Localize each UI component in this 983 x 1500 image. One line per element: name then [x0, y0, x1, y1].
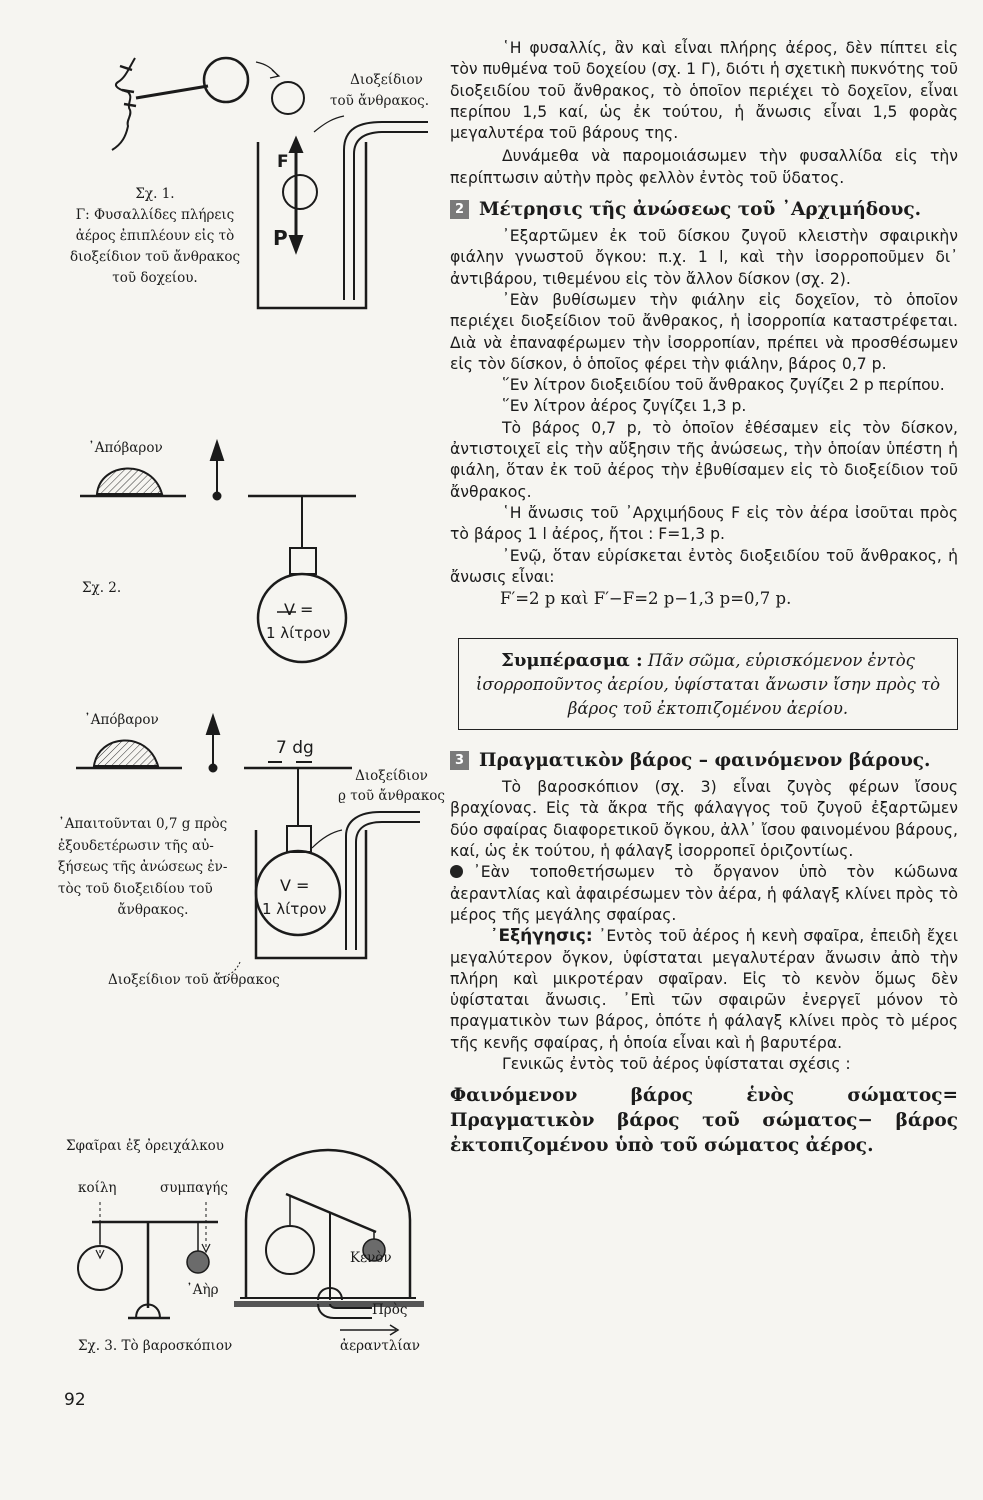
section-number-badge: 2: [450, 200, 469, 219]
force-f-label: F: [277, 152, 289, 172]
co2-tube: [344, 122, 428, 300]
section-2-title: Μέτρησις τῆς ἀνώσεως τοῦ ᾿Αρχιμήδους.: [479, 199, 922, 221]
solid-sphere: [187, 1251, 209, 1273]
falling-bubble: [272, 82, 304, 114]
bell-jar: [246, 1150, 410, 1298]
fig1-caption: Σχ. 1. Γ: Φυσαλλίδες πλήρεις ἀέρος ἐπιπλέουν εἰς τὸ διοξείδιον τοῦ ἄνθρακος τοῦ δοχείου.: [69, 186, 241, 286]
paragraph-9: ᾿Ενῷ, ὅταν εὑρίσκεται ἐντὸς διοξειδίου τοῦ ἄνθρακος, ἡ ἄνωσις εἶναι:: [450, 546, 958, 586]
paragraph-10: Τὸ βαροσκόπιον (σχ. 3) εἶναι ζυγὸς φέρων ἴσους βραχίονας. Εἰς τὰ ἄκρα τῆς φάλαγγος τοῦ ζυγοῦ ἐξαρτῶμεν δύο σφαίρας διαφορετικοῦ ὄγκου, ἀλλ᾿ ἴσου φαινομένου βάρους, καί, ὡς ἐκ τούτου, ἡ φάλαγξ ἰσορροπεῖ ὁριζοντίως.: [450, 778, 958, 861]
soap-bubble: [204, 58, 248, 102]
conclusion-box: [458, 638, 958, 730]
fig3-hollow-label: κοίλη: [78, 1180, 117, 1196]
section-2-heading: [450, 199, 958, 220]
fig2b-tare-label: ᾿Απόβαρον: [84, 712, 159, 728]
paragraph-4: ᾿Εὰν βυθίσωμεν τὴν φιάλην εἰς δοχεῖον, τὸ ὁποῖον περιέχει διοξείδιον τοῦ ἄνθρακος, ἡ ἰσορροπία καταστρέφεται. Διὰ νὰ ἐπαναφέρωμεν τὴν ἰσορροπίαν, πρέπει νὰ προσθέσωμεν εἰς τὸν δίσκον, ὁ ὁποῖος φέρει τὴν φιάλην, βάρος 0,7 p.: [450, 290, 958, 373]
paragraph-11: ᾿Εὰν τοποθετήσωμεν τὸ ὄργανον ὑπὸ τὸν κώδωνα ἀεραντλίας καὶ ἀφαιρέσωμεν τὸν ἀέρα, ἡ φάλαγξ κλίνει πρὸς τὸ μέρος τῆς μεγάλης σφαίρας.: [450, 863, 958, 924]
paragraph-13: Γενικῶς ἐντὸς τοῦ ἀέρος ὑφίσταται σχέσις :: [502, 1054, 851, 1073]
paragraph-7: Τὸ βάρος 0,7 p, τὸ ὁποῖον ἐθέσαμεν εἰς τὸν δίσκον, ἀντιστοιχεῖ εἰς τὴν αὔξησιν τῆς ἀνώσεως, τὴν ὁποίαν ὑπέστη ἡ φιάλη, ὅταν ἐκ τοῦ ἀέρος τὴν ἐβυθίσαμεν εἰς τὸ διοξείδιον τοῦ ἄνθρακος.: [450, 418, 958, 501]
paragraph-6: ῞Εν λίτρον ἀέρος ζυγίζει 1,3 p.: [502, 397, 747, 416]
fig2-tare-label: ᾿Απόβαρον: [88, 440, 163, 456]
blow-pipe: [136, 86, 208, 98]
fig2b-note: ᾿Απαιτοῦνται 0,7 g πρὸς ἐξουδετέρωσιν τῆς αὐ- ξήσεως τῆς ἀνώσεως ἐν- τὸς τοῦ διοξειδίου τοῦ ἄνθρακος.: [58, 816, 228, 918]
fig3-air-label: ᾿Αὴρ: [186, 1282, 219, 1298]
bullet-icon: [450, 865, 463, 878]
paragraph-8: ῾Η ἄνωσις τοῦ ᾿Αρχιμήδους F εἰς τὸν ἀέρα ἰσοῦται πρὸς τὸ βάρος 1 l ἀέρος, ἤτοι : F=1,3 p.: [450, 503, 958, 544]
fig3-pump-label-1: Πρὸς: [372, 1302, 408, 1318]
fig1-co2-label: Διοξείδιον τοῦ ἄνθρακος.: [330, 72, 430, 109]
force-p-label: P: [273, 226, 288, 250]
page-number: 92: [64, 1390, 86, 1410]
paragraph-2: Δυνάμεθα νὰ παρομοιάσωμεν τὴν φυσαλλίδα εἰς τὴν περίπτωσιν αὐτὴν πρὸς φελλὸν ἐντὸς τοῦ ὕδατος.: [450, 147, 958, 187]
section-3-title: Πραγματικὸν βάρος – φαινόμενον βάρους.: [479, 750, 931, 772]
submerged-bubble: [283, 175, 317, 209]
container: [258, 142, 366, 308]
fig2b-volume-value: 1 λίτρον: [262, 900, 327, 918]
fig3-pump-label-2: ἀεραντλίαν: [340, 1338, 421, 1354]
fig2b-weight-label: 7 dg: [276, 738, 314, 758]
tare-weight: [97, 468, 162, 494]
flask-neck: [290, 548, 316, 574]
fig2b-bottom-label: Διοξείδιον τοῦ ἄνθρακος: [108, 972, 280, 988]
fig3-vacuum-label: Κενὸν: [350, 1250, 392, 1266]
paragraph-5: ῞Εν λίτρον διοξειδίου τοῦ ἄνθρακος ζυγίζει 2 p περίπου.: [502, 376, 945, 395]
fig2b-co2-label: Διοξείδιον ϱ τοῦ ἄνθρακος: [338, 768, 445, 804]
section-3-heading: [450, 750, 958, 771]
fig2-volume-label: V =: [284, 600, 314, 619]
conclusion-text: Πᾶν σῶμα, εὑρισκόμενον ἐντὸς ἰσορροποῦντος ἀερίου, ὑφίσταται ἄνωσιν ἴσην πρὸς τὸ βάρος τοῦ ἐκτοπιζομένου ἀερίου.: [475, 651, 941, 719]
paragraph-3: ᾿Εξαρτῶμεν ἐκ τοῦ δίσκου ζυγοῦ κλειστὴν σφαιρικὴν φιάλην γνωστοῦ ὄγκου: π.χ. 1 l, καὶ τὴν ἰσορροποῦμεν δι᾿ ἀντιβάρου, τιθεμένου εἰς τὸν ἄλλον δίσκον (σχ. 2).: [450, 227, 958, 288]
main-text-column: [450, 38, 958, 1158]
equation: F′=2 p καὶ F′−F=2 p−1,3 p=0,7 p.: [500, 589, 792, 609]
fig2-caption: Σχ. 2.: [82, 580, 122, 596]
final-formula: Φαινόμενον βάρος ἑνὸς σώματος= Πραγματικὸν βάρος τοῦ σώματος− βάρος ἐκτοπιζομένου ὑπὸ τοῦ σώματος ἀέρος.: [450, 1085, 958, 1157]
paragraph-12: ᾿Εξήγησις: ᾿Εντὸς τοῦ ἀέρος ἡ κενὴ σφαῖρα, ἐπειδὴ ἔχει μεγαλύτερον ὄγκον, ὑφίσταται μεγαλυτέραν ἄνωσιν ἀπὸ τὴν πλήρη καὶ μικροτέραν σφαῖραν. Εἰς τὸ κενὸν ὅμως δὲν ὑφίσταται ἄνωσις. ᾿Επὶ τῶν σφαιρῶν ἐνεργεῖ μόνον τὸ πραγματικὸν των βάρος, ὁπότε ἡ φάλαγξ κλίνει πρὸς τὸ μέρος τῆς κενῆς σφαίρας, ἡ ὁποία εἶναι καὶ ἡ βαρυτέρα.: [450, 926, 958, 1052]
explanation-label: ᾿Εξήγησις:: [490, 926, 593, 947]
fig3-solid-label: συμπαγής: [160, 1180, 228, 1196]
conclusion-label: Συμπέρασμα :: [501, 650, 643, 672]
fig2-volume-value: 1 λίτρον: [266, 624, 331, 642]
fig2b-volume-label: V =: [280, 876, 310, 895]
fig3-caption: Σχ. 3. Τὸ βαροσκόπιον: [78, 1338, 233, 1354]
fig3-title: Σφαῖραι ἐξ ὀρειχάλκου: [66, 1138, 224, 1154]
paragraph-1: ῾Η φυσαλλίς, ἂν καὶ εἶναι πλήρης ἀέρος, δὲν πίπτει εἰς τὸν πυθμένα τοῦ δοχείου (σχ. 1 Γ), διότι ἡ σχετικὴ πυκνότης τοῦ διοξειδίου τοῦ ἄνθρακος, τὸ ὁποῖον περιέχει τὸ δοχεῖον, εἶναι περίπου 1,5 καί, ὡς ἐκ τούτου, ἡ ἄνωσις εἶναι 1,5 φορὰς μεγαλυτέρα τοῦ βάρους της.: [450, 39, 958, 143]
section-number-badge: 3: [450, 751, 469, 770]
